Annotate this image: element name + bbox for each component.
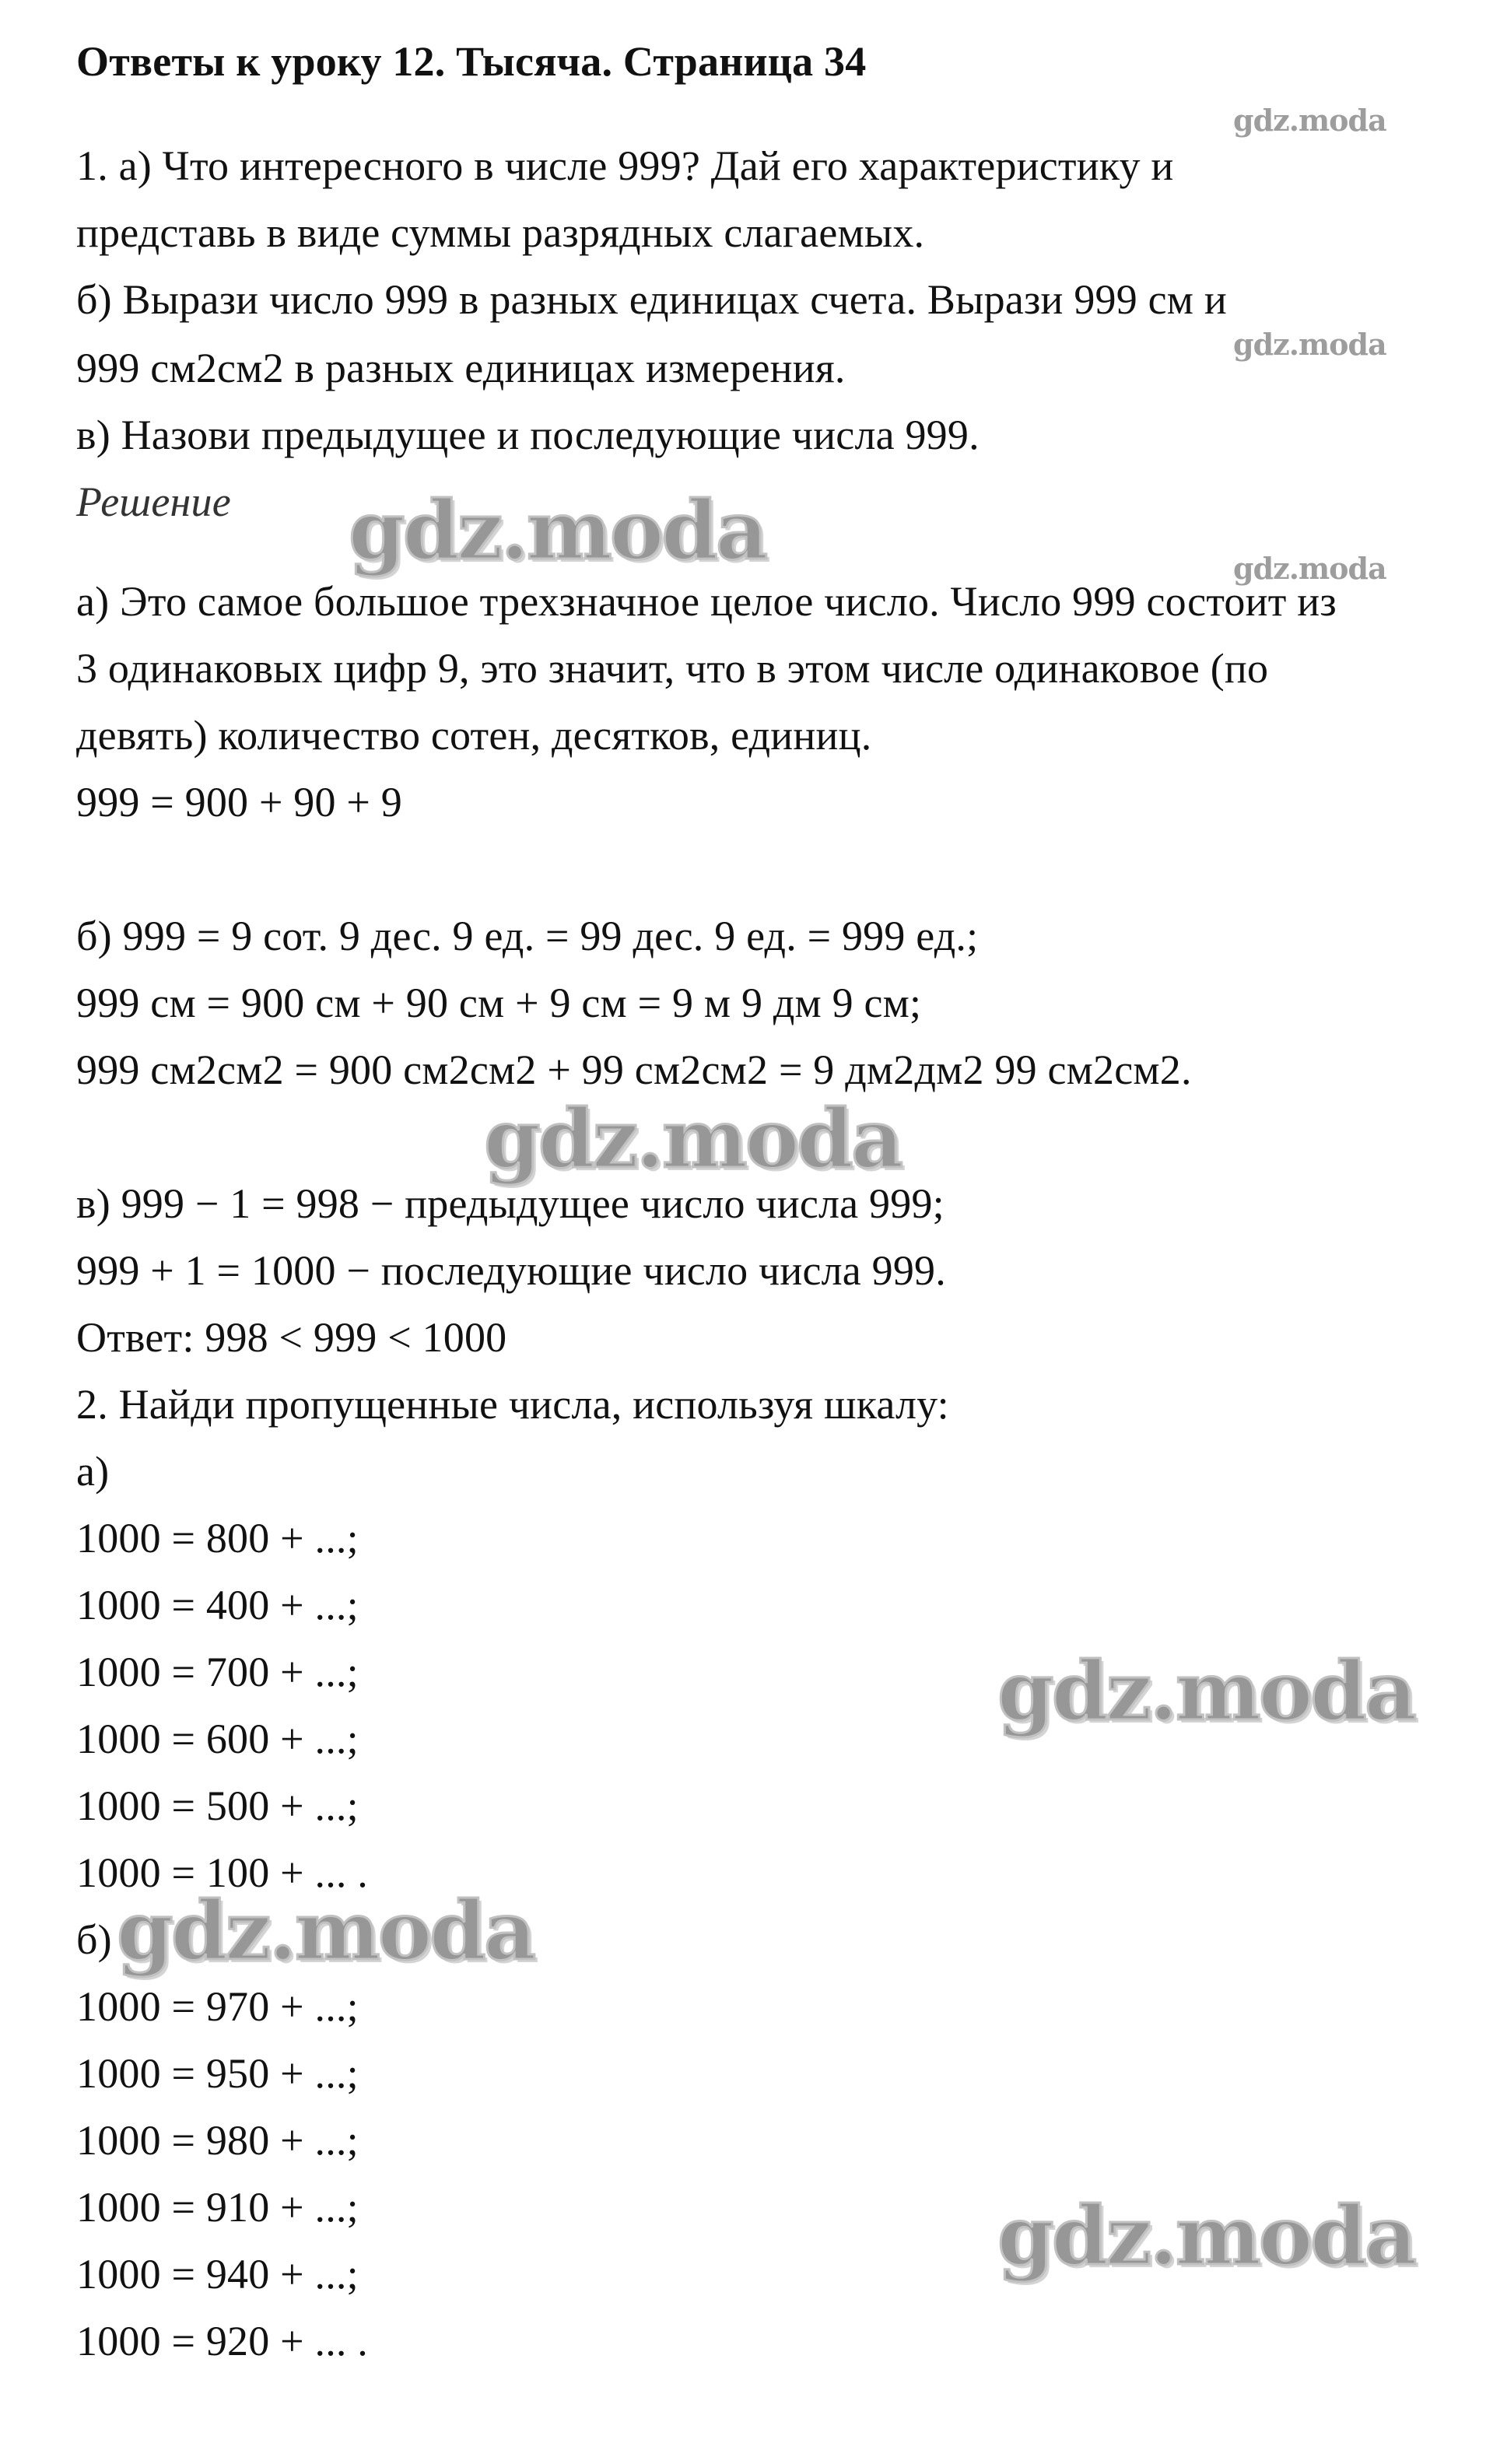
task2-b-line: 1000 = 970 + ...;: [76, 1983, 359, 2030]
task2-b-line: 1000 = 950 + ...;: [76, 2050, 359, 2097]
watermark-large: gdz.moda: [997, 2188, 1415, 2283]
task1-question-b-cont: 999 см2см2 в разных единицах измерения.: [76, 345, 846, 391]
solution-b-line2: 999 см = 900 см + 90 см + 9 см = 9 м 9 дм 9 см;: [76, 980, 922, 1026]
task2-a-line: 1000 = 800 + ...;: [76, 1515, 359, 1561]
task1-question-a-cont: представь в виде суммы разрядных слагаемых.: [76, 209, 925, 256]
task2-a-label: а): [76, 1448, 110, 1495]
task2-b-line: 1000 = 920 + ... .: [76, 2318, 369, 2364]
task1-question-b: б) Вырази число 999 в разных единицах счета. Вырази 999 см и: [76, 276, 1227, 323]
watermark-small: gdz.moda: [1233, 551, 1386, 586]
solution-v-line1: в) 999 − 1 = 998 − предыдущее число числа 999;: [76, 1180, 945, 1227]
watermark-small: gdz.moda: [1233, 327, 1386, 362]
task1-question-a: 1. а) Что интересного в числе 999? Дай его характеристику и: [76, 142, 1174, 189]
task2-b-line: 1000 = 980 + ...;: [76, 2117, 359, 2164]
solution-a-line2: 3 одинаковых цифр 9, это значит, что в этом числе одинаковое (по: [76, 645, 1269, 692]
task2-heading: 2. Найди пропущенные числа, используя шкалу:: [76, 1381, 949, 1428]
task2-a-line: 1000 = 100 + ... .: [76, 1849, 369, 1896]
watermark-large: gdz.moda: [117, 1883, 534, 1979]
watermark-large: gdz.moda: [484, 1091, 902, 1186]
solution-b-line3: 999 см2см2 = 900 см2см2 + 99 см2см2 = 9 дм2дм2 99 см2см2.: [76, 1046, 1192, 1093]
solution-a-line4: 999 = 900 + 90 + 9: [76, 779, 402, 825]
solution-a-line3: девять) количество сотен, десятков, единиц.: [76, 712, 872, 759]
task2-b-line: 1000 = 940 + ...;: [76, 2251, 359, 2298]
solution-a-line1: а) Это самое большое трехзначное целое число. Число 999 состоит из: [76, 578, 1337, 625]
task2-a-line: 1000 = 700 + ...;: [76, 1649, 359, 1695]
watermark-large: gdz.moda: [997, 1643, 1415, 1739]
task2-b-line: 1000 = 910 + ...;: [76, 2184, 359, 2231]
solution-v-line2: 999 + 1 = 1000 − последующие число числа 999.: [76, 1247, 946, 1294]
task2-a-line: 1000 = 500 + ...;: [76, 1782, 359, 1829]
watermark-large: gdz.moda: [349, 482, 766, 578]
task2-a-line: 1000 = 600 + ...;: [76, 1716, 359, 1762]
task2-a-line: 1000 = 400 + ...;: [76, 1582, 359, 1628]
watermark-small: gdz.moda: [1233, 103, 1386, 138]
solution-label: Решение: [76, 478, 231, 525]
task1-question-v: в) Назови предыдущее и последующие числа 999.: [76, 412, 980, 458]
answer-line: Ответ: 998 < 999 < 1000: [76, 1314, 507, 1361]
page-title: Ответы к уроку 12. Тысяча. Страница 34: [76, 38, 867, 85]
task2-b-label: б): [76, 1916, 112, 1963]
solution-b-line1: б) 999 = 9 сот. 9 дес. 9 ед. = 99 дес. 9 ед. = 999 ед.;: [76, 913, 979, 959]
